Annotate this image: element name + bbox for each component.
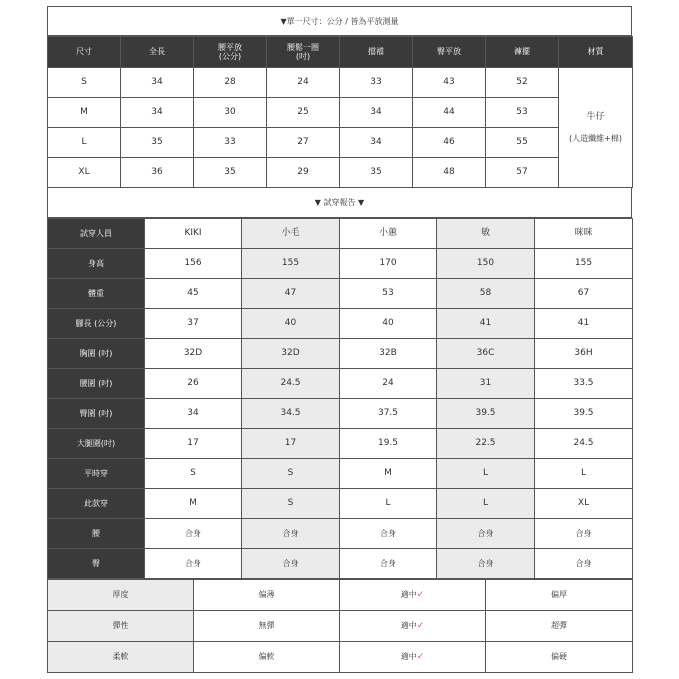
- feel-option-high-text: 偏硬: [551, 652, 567, 662]
- table-row: [48, 158, 633, 188]
- row-label: 腰: [48, 519, 145, 549]
- table-cell: 19.5: [340, 429, 437, 459]
- table-cell: 155: [242, 249, 340, 279]
- table-cell: 合身: [340, 549, 437, 579]
- feel-option-low: [194, 580, 340, 611]
- size-cell: S: [48, 68, 121, 98]
- check-mark-icon: ✓: [416, 620, 425, 631]
- size-chart-sheet: [47, 6, 632, 673]
- hip-cell: 46: [413, 128, 486, 158]
- hip-cell: 48: [413, 158, 486, 188]
- size-cell: M: [48, 98, 121, 128]
- table-cell: 67: [535, 279, 633, 309]
- feel-label-text: 彈性: [112, 621, 129, 631]
- table-cell: 小蕙: [340, 219, 437, 249]
- header-rise: 擋襠: [340, 37, 413, 68]
- table-cell: 合身: [242, 519, 340, 549]
- table-row: [48, 611, 633, 642]
- table-cell: 32B: [340, 339, 437, 369]
- feel-label: [48, 580, 194, 611]
- waist-relaxed-cell: 24: [267, 68, 340, 98]
- header-waist-relaxed: 腰鬆一圈 (吋): [267, 37, 340, 68]
- table-row: [48, 519, 633, 549]
- size-table-title: ▼單一尺寸：公分 / 皆為平放測量: [47, 6, 632, 36]
- table-row: [48, 459, 633, 489]
- table-cell: M: [145, 489, 242, 519]
- table-cell: 合身: [437, 519, 535, 549]
- material-line1: 牛仔: [586, 112, 605, 123]
- feel-option-low-text: 偏薄: [258, 590, 275, 600]
- hip-cell: 43: [413, 68, 486, 98]
- header-material: 材質: [559, 37, 633, 68]
- waist-flat-cell: 30: [194, 98, 267, 128]
- table-cell: 17: [242, 429, 340, 459]
- table-cell: 31: [437, 369, 535, 399]
- table-cell: 41: [437, 309, 535, 339]
- table-cell: 小毛: [242, 219, 340, 249]
- size-table: [47, 36, 633, 188]
- feel-option-high-text: 偏厚: [551, 590, 567, 600]
- table-cell: 32D: [145, 339, 242, 369]
- table-cell: S: [145, 459, 242, 489]
- table-cell: 26: [145, 369, 242, 399]
- fit-report-title: ▼ 試穿報告 ▼: [47, 188, 632, 218]
- row-label: 胸圍 (吋): [48, 339, 145, 369]
- hem-cell: 55: [486, 128, 559, 158]
- table-row: [48, 642, 633, 673]
- waist-relaxed-cell: 27: [267, 128, 340, 158]
- table-cell: L: [535, 459, 633, 489]
- waist-relaxed-cell: 25: [267, 98, 340, 128]
- table-cell: 咪咪: [535, 219, 633, 249]
- table-row: [48, 98, 633, 128]
- row-label: 腳長 (公分): [48, 309, 145, 339]
- table-cell: 39.5: [437, 399, 535, 429]
- table-cell: 37.5: [340, 399, 437, 429]
- table-cell: 37: [145, 309, 242, 339]
- table-cell: KIKI: [145, 219, 242, 249]
- table-row: [48, 580, 633, 611]
- table-cell: 22.5: [437, 429, 535, 459]
- feel-option-high: [486, 580, 633, 611]
- waist-relaxed-cell: 29: [267, 158, 340, 188]
- row-label: 此款穿: [48, 489, 145, 519]
- table-cell: 合身: [437, 549, 535, 579]
- row-label: 大腿圍(吋): [48, 429, 145, 459]
- table-cell: 合身: [242, 549, 340, 579]
- table-row: [48, 549, 633, 579]
- feel-label: [48, 611, 194, 642]
- table-cell: 41: [535, 309, 633, 339]
- feel-option-low-text: 偏軟: [258, 652, 275, 662]
- table-cell: 34.5: [242, 399, 340, 429]
- table-row: [48, 68, 633, 98]
- table-cell: 合身: [145, 549, 242, 579]
- header-hip-flat: 臀平放: [413, 37, 486, 68]
- length-cell: 36: [121, 158, 194, 188]
- row-label: 身高: [48, 249, 145, 279]
- hip-cell: 44: [413, 98, 486, 128]
- table-cell: 24.5: [242, 369, 340, 399]
- feel-option-high: [486, 642, 633, 673]
- table-cell: L: [340, 489, 437, 519]
- table-cell: 47: [242, 279, 340, 309]
- feel-option-mid: [340, 642, 486, 673]
- hem-cell: 52: [486, 68, 559, 98]
- feel-option-mid: [340, 611, 486, 642]
- length-cell: 34: [121, 98, 194, 128]
- table-row: [48, 219, 633, 249]
- length-cell: 34: [121, 68, 194, 98]
- feel-option-high: [486, 611, 633, 642]
- size-table-header: [48, 37, 633, 68]
- table-cell: S: [242, 459, 340, 489]
- feel-option-mid-text: 適中: [400, 589, 417, 599]
- table-cell: L: [437, 459, 535, 489]
- table-row: [48, 279, 633, 309]
- waist-flat-cell: 35: [194, 158, 267, 188]
- rise-cell: 34: [340, 98, 413, 128]
- table-row: [48, 429, 633, 459]
- feel-label-text: 柔軟: [112, 652, 129, 662]
- table-cell: 34: [145, 399, 242, 429]
- fit-report-table: [47, 218, 633, 579]
- size-cell: L: [48, 128, 121, 158]
- feel-label: [48, 642, 194, 673]
- table-row: [48, 128, 633, 158]
- size-cell: XL: [48, 158, 121, 188]
- hem-cell: 53: [486, 98, 559, 128]
- table-cell: 32D: [242, 339, 340, 369]
- table-cell: XL: [535, 489, 633, 519]
- table-cell: 150: [437, 249, 535, 279]
- table-row: [48, 339, 633, 369]
- table-row: [48, 399, 633, 429]
- table-cell: M: [340, 459, 437, 489]
- table-cell: 45: [145, 279, 242, 309]
- table-row: [48, 489, 633, 519]
- check-mark-icon: ✓: [416, 589, 425, 600]
- feel-option-low-text: 無彈: [258, 621, 275, 631]
- row-label: 臀圍 (吋): [48, 399, 145, 429]
- table-cell: 40: [340, 309, 437, 339]
- table-cell: 170: [340, 249, 437, 279]
- feel-option-high-text: 超彈: [551, 621, 567, 631]
- header-hem: 褲擺: [486, 37, 559, 68]
- table-row: [48, 369, 633, 399]
- table-row: [48, 249, 633, 279]
- table-cell: 36C: [437, 339, 535, 369]
- rise-cell: 35: [340, 158, 413, 188]
- row-label: 試穿人員: [48, 219, 145, 249]
- header-size: 尺寸: [48, 37, 121, 68]
- table-cell: 40: [242, 309, 340, 339]
- row-label: 平時穿: [48, 459, 145, 489]
- length-cell: 35: [121, 128, 194, 158]
- table-cell: 53: [340, 279, 437, 309]
- feel-option-low: [194, 611, 340, 642]
- material-line2: (人造纖維+棉): [569, 133, 622, 143]
- waist-flat-cell: 33: [194, 128, 267, 158]
- row-label: 腰圍 (吋): [48, 369, 145, 399]
- table-cell: L: [437, 489, 535, 519]
- row-label: 體重: [48, 279, 145, 309]
- table-cell: 合身: [145, 519, 242, 549]
- table-cell: 合身: [340, 519, 437, 549]
- header-length: 全長: [121, 37, 194, 68]
- table-cell: 24.5: [535, 429, 633, 459]
- table-cell: 155: [535, 249, 633, 279]
- table-cell: 24: [340, 369, 437, 399]
- row-label: 臀: [48, 549, 145, 579]
- feel-option-mid-text: 適中: [400, 620, 417, 630]
- table-cell: 39.5: [535, 399, 633, 429]
- table-cell: 17: [145, 429, 242, 459]
- table-cell: 36H: [535, 339, 633, 369]
- table-cell: 33.5: [535, 369, 633, 399]
- table-cell: 合身: [535, 519, 633, 549]
- check-mark-icon: ✓: [416, 651, 425, 662]
- feel-option-mid-text: 適中: [400, 651, 417, 661]
- hem-cell: 57: [486, 158, 559, 188]
- table-cell: 58: [437, 279, 535, 309]
- table-cell: 合身: [535, 549, 633, 579]
- table-cell: 156: [145, 249, 242, 279]
- table-row: [48, 309, 633, 339]
- fabric-feel-table: [47, 579, 633, 673]
- header-waist-flat: 腰平放 (公分): [194, 37, 267, 68]
- feel-label-text: 厚度: [112, 590, 129, 600]
- feel-option-mid: [340, 580, 486, 611]
- rise-cell: 34: [340, 128, 413, 158]
- material-cell: [559, 68, 633, 188]
- feel-option-low: [194, 642, 340, 673]
- table-cell: S: [242, 489, 340, 519]
- table-cell: 敏: [437, 219, 535, 249]
- rise-cell: 33: [340, 68, 413, 98]
- waist-flat-cell: 28: [194, 68, 267, 98]
